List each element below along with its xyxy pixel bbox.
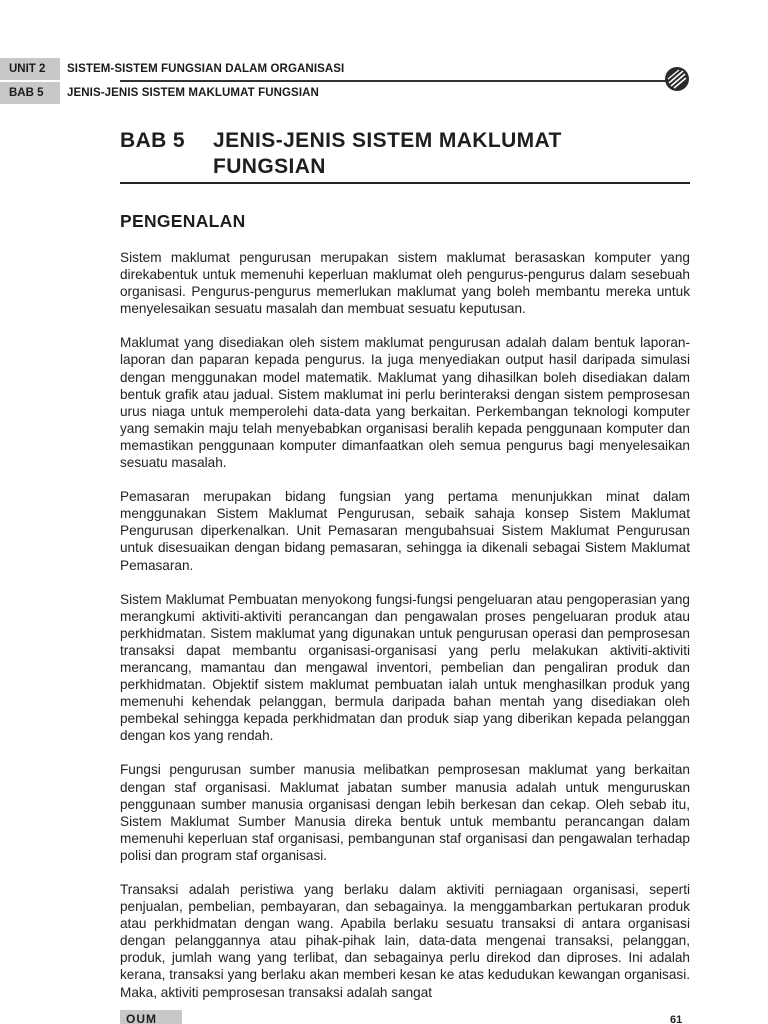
header-unit-row: [0, 58, 570, 80]
chapter-divider: [120, 182, 690, 184]
bab-tag: BAB 5: [0, 82, 60, 104]
header-bab-row: [0, 82, 570, 104]
body-text: [120, 249, 690, 1018]
chapter-number: BAB 5: [120, 129, 186, 152]
paragraph-4: Sistem Maklumat Pembuatan menyokong fungsi-fungsi pengeluaran atau pengoperasian yang merangkumi aktiviti-aktiviti perancangan dan pengawalan proses pengeluaran produk atau perkhidmatan. Sistem maklumat yang digunakan untuk pengurusan operasi dan pemprosesan transaksi dapat membantu organisasi-organisasi yang perlu melakukan aktiviti-aktiviti merancang, mamantau dan mengawal inventori, pembelian dan pengaliran produk dan perkhidmatan. Objektif sistem maklumat pembuatan ialah untuk menghasilkan produk yang memenuhi kehendak pelanggan, bermula daripada bahan mentah yang disediakan oleh pembekal sehingga kepada perkhidmatan dan produk siap yang diberikan kepada pelanggan dengan kos yang rendah.: [120, 591, 690, 744]
page-number: 61: [670, 1014, 683, 1024]
unit-title: SISTEM-SISTEM FUNGSIAN DALAM ORGANISASI: [67, 63, 345, 75]
bab-title: JENIS-JENIS SISTEM MAKLUMAT FUNGSIAN: [67, 87, 319, 99]
paragraph-1: Sistem maklumat pengurusan merupakan sistem maklumat berasaskan komputer yang direkabentuk untuk memenuhi keperluan maklumat oleh pengurus-pengurus dalam sesebuah organisasi. Pengurus-pengurus memerlukan maklumat yang boleh membantu mereka untuk menyelesaikan sesuatu masalah dan membuat sesuatu keputusan.: [120, 250, 690, 317]
paragraph-3: Pemasaran merupakan bidang fungsian yang pertama menunjukkan minat dalam menggunakan Sistem Maklumat Pengurusan, sebaik sahaja konsep Sistem Maklumat Pengurusan diperkenalkan. Unit Pemasaran mengubahsuai Sistem Maklumat Pengurusan untuk disesuaikan dengan bidang pemasaran, sehingga ia dikenali sebagai Sistem Maklumat Pemasaran.: [120, 489, 690, 573]
chapter-title: [213, 128, 673, 180]
chapter-title-line1: JENIS-JENIS SISTEM MAKLUMAT: [213, 129, 562, 152]
paragraph-6: Transaksi adalah peristiwa yang berlaku dalam aktiviti perniagaan organisasi, seperti penjualan, pembelian, pembayaran, dan sebagainya. Ia menggambarkan pertukaran produk atau perkhidmatan dengan wang. Apabila berlaku sesuatu transaksi di antara organisasi dengan pelanggannya atau pihak-pihak lain, data-data mengenai transaksi, pelanggan, produk, jumlah wang yang terlibat, dan sebagainya perlu direkod dan diproses. Ini adalah kerana, transaksi yang berlaku akan memberi kesan ke atas kedudukan kewangan organisasi. Maka, aktiviti pemprosesan transaksi adalah sangat: [120, 882, 690, 1000]
section-heading: PENGENALAN: [120, 211, 246, 231]
chapter-title-line2: FUNGSIAN: [213, 155, 326, 178]
paragraph-5: Fungsi pengurusan sumber manusia melibatkan pemprosesan maklumat yang berkaitan dengan staf organisasi. Maklumat jabatan sumber manusia adalah untuk menguruskan penggunaan sumber manusia organisasi dengan lebih berkesan dan cekap. Oleh sebab itu, Sistem Maklumat Sumber Manusia direka bentuk untuk membantu perancangan dalam memenuhi keperluan staf organisasi, pembangunan staf organisasi dan pengawalan terhadap polisi dan program staf organisasi.: [120, 762, 690, 863]
oum-globe-icon: [664, 66, 690, 92]
unit-tag: UNIT 2: [0, 58, 60, 80]
footer-brand: OUM: [120, 1010, 182, 1024]
paragraph-2: Maklumat yang disediakan oleh sistem maklumat pengurusan adalah dalam bentuk laporan-laporan dan paparan kepada pengurus. Ia juga menyediakan output hasil daripada simulasi dengan menggunakan model matematik. Maklumat yang dihasilkan boleh disediakan dalam bentuk grafik atau jadual. Sistem maklumat ini perlu berinteraksi dengan sistem pemprosesan urus niaga untuk memperolehi data-data yang berkaitan. Perkembangan teknologi komputer yang semakin maju telah menyebabkan organisasi beralih kepada penggunaan komputer dan memastikan penggunaan komputer dimanfaatkan oleh semua pengurus bagi menyelesaikan sesuatu masalah.: [120, 335, 690, 471]
